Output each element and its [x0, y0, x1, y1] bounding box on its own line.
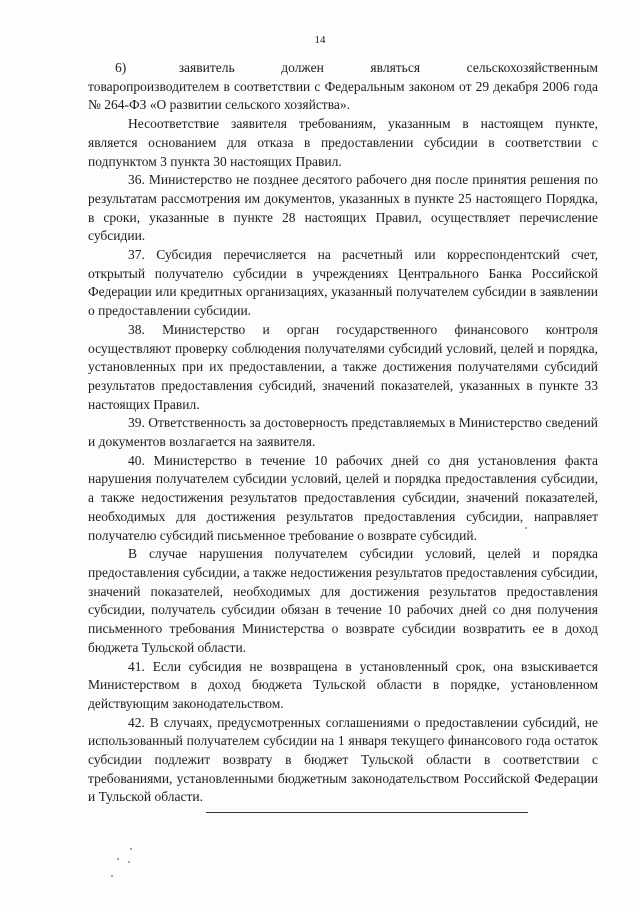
scan-speck [117, 858, 119, 860]
scan-speck [128, 861, 130, 863]
scan-speck [111, 875, 113, 877]
paragraph-noncompliance: Несоответствие заявителя требованиям, указанным в настоящем пункте, является основанием для отказа в предоставлении субсидии в соответствии с подпунктом 3 пункта 30 настоящих Правил. [88, 116, 598, 169]
paragraph-violation: В случае нарушения получателем субсидии условий, целей и порядка предоставления субсидии, а также недостижения результатов предоставления субсидии, значений показателей, необходимых для достижения результатов предоставления субсидии, получатель субсидии обязан в течение 10 рабочих дней со дня получения письменного требования Министерства о возврате субсидии возвратить ее в доход бюджета Тульской области. [88, 546, 598, 655]
paragraph-38: 38. Министерство и орган государственного финансового контроля осуществляют проверку соблюдения получателями субсидий условий, целей и порядка, установленных при их предоставлении, а также достижения получателями субсидий результатов предоставления субсидий, значений показателей, указанных в пункте 33 настоящих Правил. [88, 321, 598, 412]
paragraph-37: 37. Субсидия перечисляется на расчетный или корреспондентский счет, открытый получателю субсидии в учреждениях Центрального Банка Российской Федерации или кредитных организациях, указанный получателем субсидии в заявлении о предоставлении субсидии. [88, 247, 598, 319]
document-body [88, 59, 598, 807]
paragraph-42: 42. В случаях, предусмотренных соглашениями о предоставлении субсидий, не использованный получателем субсидии на 1 января текущего финансового года остаток субсидии подлежит возврату в бюджет Тульской области в соответствии с требованиями, установленными бюджетным законодательством Российской Федерации и Тульской области. [88, 714, 598, 805]
paragraph-40: 40. Министерство в течение 10 рабочих дней со дня установления факта нарушения получателем субсидии условий, целей и порядка предоставления субсидии, а также недостижения результатов предоставления субсидии, значений показателей, необходимых для достижения результатов предоставления субсидии, направляет получателю субсидий письменное требование о возврате субсидий. [88, 452, 598, 543]
scan-speck [525, 527, 527, 529]
paragraph-36: 36. Министерство не позднее десятого рабочего дня после принятия решения по результатам рассмотрения им документов, указанных в пункте 25 настоящего Порядка, в сроки, указанные в пункте 28 настоящих Правил, осуществляет перечисление субсидии. [88, 172, 598, 244]
page-number: 14 [314, 34, 326, 46]
paragraph-39: 39. Ответственность за достоверность представляемых в Министерство сведений и документов возлагается на заявителя. [88, 415, 598, 450]
end-separator-line [206, 812, 528, 813]
paragraph-item-6: 6) заявитель должен являться сельскохозяйственным товаропроизводителем в соответствии с Федеральным законом от 29 декабря 2006 года № 264-ФЗ «О развитии сельского хозяйства». [88, 60, 598, 113]
paragraph-41: 41. Если субсидия не возвращена в установленный срок, она взыскивается Министерством в доход бюджета Тульской области в порядке, установленном действующим законодательством. [88, 658, 598, 711]
scan-speck [130, 848, 132, 850]
